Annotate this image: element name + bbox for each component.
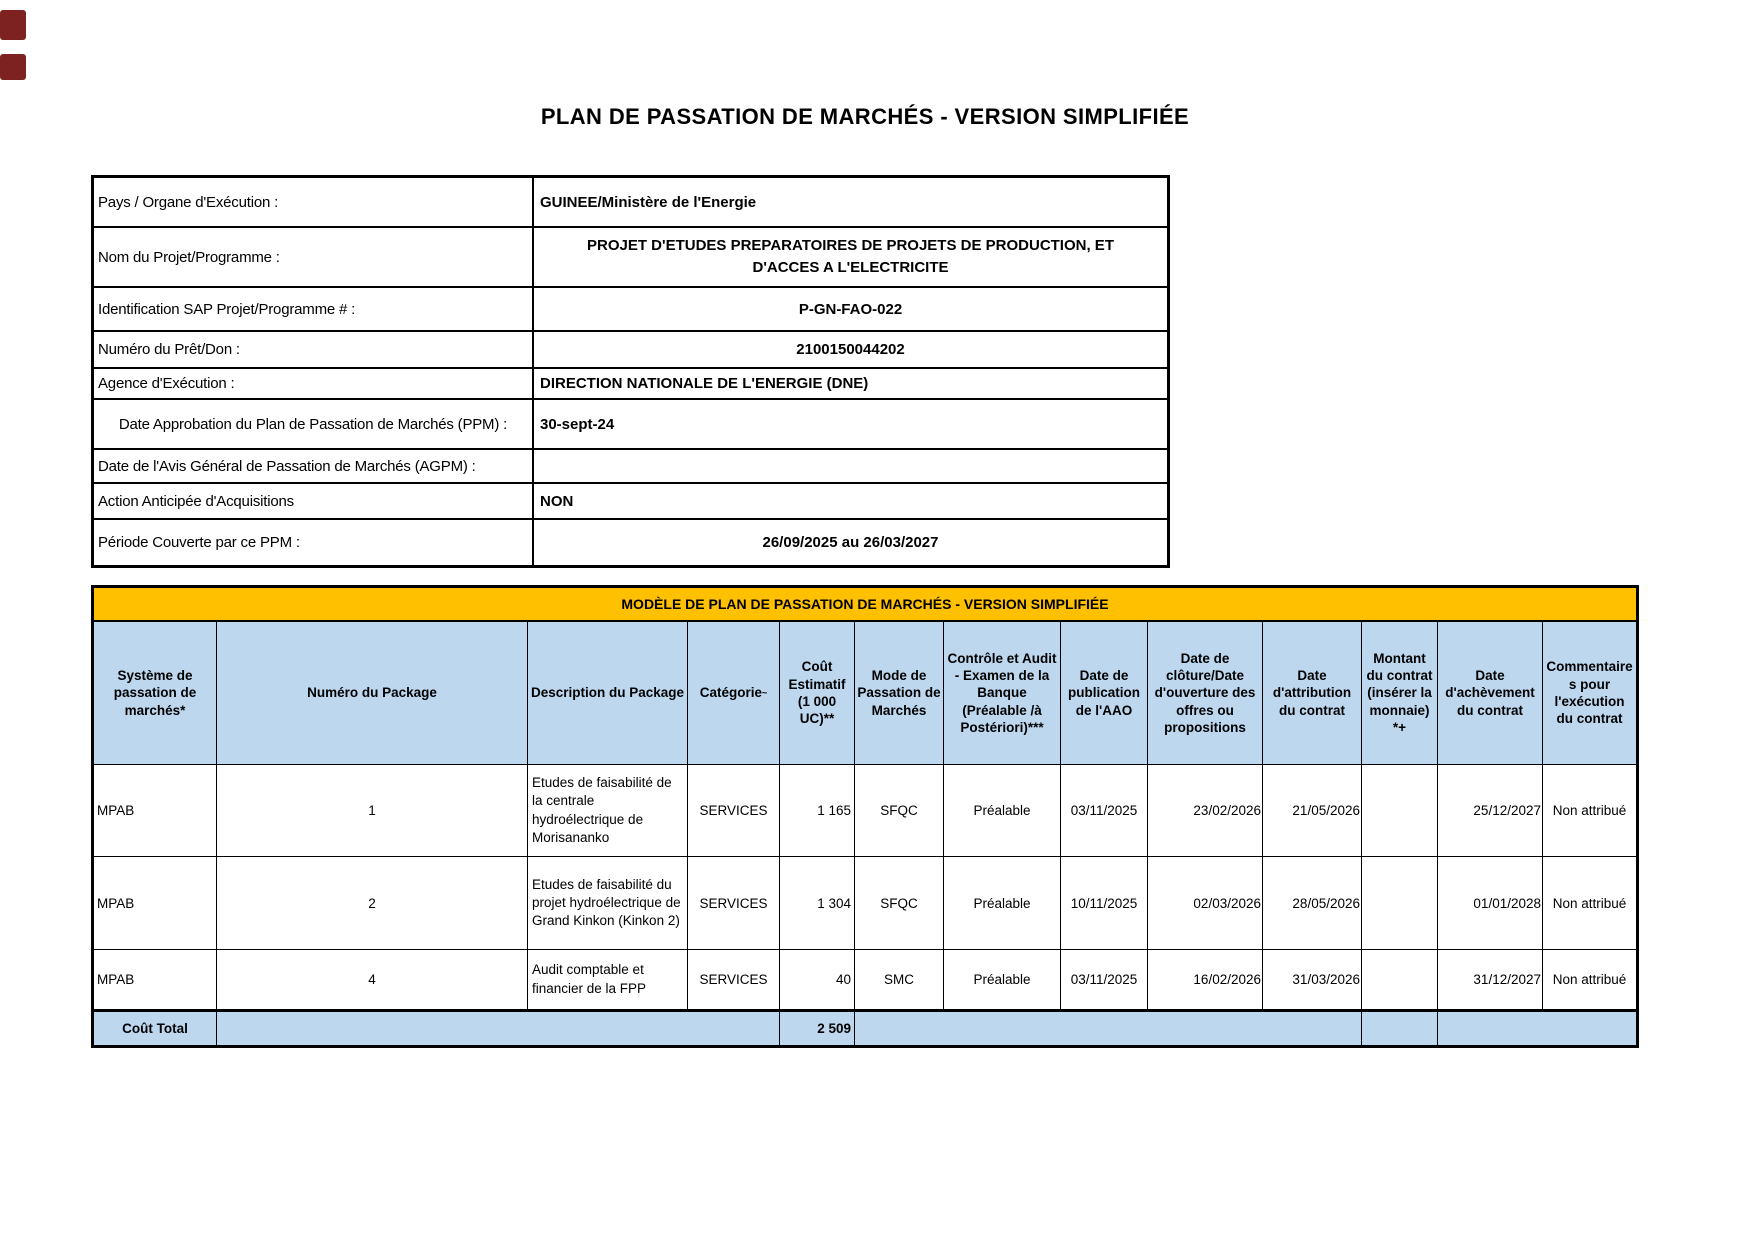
cell-achevement: 25/12/2027 [1438, 765, 1543, 856]
cell-attribution: 31/03/2026 [1263, 950, 1362, 1009]
info-value: GUINEE/Ministère de l'Energie [540, 193, 757, 211]
table-row [94, 765, 1636, 857]
cell-montant [1362, 765, 1438, 856]
left-edge-mark-1 [0, 10, 26, 40]
info-value-line: D'ACCES A L'ELECTRICITE [752, 259, 949, 276]
cell-controle: Préalable [944, 765, 1061, 856]
cell-description: Etudes de faisabilité du projet hydroélectrique de Grand Kinkon (Kinkon 2) [528, 857, 688, 949]
total-blank-span [1438, 1012, 1636, 1045]
col-header-systeme: Système de passation de marchés* [94, 622, 217, 764]
info-row-numero-pret [94, 332, 1167, 369]
info-value [534, 450, 1167, 482]
cell-numero: 4 [217, 950, 528, 1009]
cell-systeme: MPAB [94, 857, 217, 949]
info-value: 30-sept-24 [540, 415, 615, 433]
info-value: 2100150044202 [796, 341, 905, 358]
info-label: Action Anticipée d'Acquisitions [94, 484, 534, 518]
cell-numero: 1 [217, 765, 528, 856]
total-blank-span [855, 1012, 1362, 1045]
col-header-commentaires: Commentaires pour l'exécution du contrat [1546, 659, 1633, 727]
cell-cloture: 16/02/2026 [1148, 950, 1263, 1009]
cell-mode: SMC [855, 950, 944, 1009]
info-value: DIRECTION NATIONALE DE L'ENERGIE (DNE) [540, 375, 869, 392]
cell-categorie: SERVICES [688, 857, 780, 949]
info-row-action-anticipee [94, 484, 1167, 520]
col-header-controle: Contrôle et Audit - Examen de la Banque (Préalable /à Postériori)*** [944, 622, 1061, 764]
info-label: Période Couverte par ce PPM : [94, 520, 534, 565]
col-header-mode: Mode de Passation de Marchés [855, 622, 944, 764]
info-label: Numéro du Prêt/Don : [94, 332, 534, 367]
table-banner: MODÈLE DE PLAN DE PASSATION DE MARCHÉS - VERSION SIMPLIFIÉE [94, 588, 1636, 622]
page-title: PLAN DE PASSATION DE MARCHÉS - VERSION SIMPLIFIÉE [540, 104, 1190, 129]
cell-categorie: SERVICES [688, 950, 780, 1009]
cell-controle: Préalable [944, 950, 1061, 1009]
col-header-achevement: Date d'achèvement du contrat [1438, 622, 1543, 764]
cell-cloture: 23/02/2026 [1148, 765, 1263, 856]
cell-commentaires: Non attribué [1552, 803, 1627, 818]
col-header-numero: Numéro du Package [217, 622, 528, 764]
cell-montant [1362, 857, 1438, 949]
cell-cout: 1 304 [780, 857, 855, 949]
cell-description: Audit comptable et financier de la FPP [528, 950, 688, 1009]
cell-publication: 03/11/2025 [1061, 950, 1148, 1009]
col-header-categorie: Catégorie ~ [688, 622, 780, 764]
cell-categorie: SERVICES [688, 765, 780, 856]
info-row-identification-sap [94, 288, 1167, 332]
cell-attribution: 28/05/2026 [1263, 857, 1362, 949]
total-cost-value: 2 509 [780, 1012, 855, 1045]
info-row-date-approbation-ppm [94, 400, 1167, 450]
cell-numero: 2 [217, 857, 528, 949]
procurement-plan-table [91, 585, 1639, 1048]
cell-publication: 03/11/2025 [1061, 765, 1148, 856]
info-value: NON [540, 492, 574, 510]
table-total-row [94, 1010, 1636, 1045]
info-value [534, 228, 1167, 286]
project-info-table [91, 175, 1170, 568]
cell-achevement: 31/12/2027 [1438, 950, 1543, 1009]
info-value: 26/09/2025 au 26/03/2027 [762, 534, 939, 551]
info-value: P-GN-FAO-022 [798, 300, 903, 318]
col-header-publication: Date de publication de l'AAO [1061, 622, 1148, 764]
cell-mode: SFQC [855, 857, 944, 949]
table-row [94, 857, 1636, 950]
info-value-line: PROJET D'ETUDES PREPARATOIRES DE PROJETS DE PRODUCTION, ET [587, 236, 1114, 254]
col-header-cout: Coût Estimatif (1 000 UC)** [780, 622, 855, 764]
info-label: Date Approbation du Plan de Passation de Marchés (PPM) : [94, 400, 534, 448]
cell-commentaires: Non attribué [1552, 972, 1627, 987]
cell-mode: SFQC [855, 765, 944, 856]
info-row-date-agpm [94, 450, 1167, 484]
col-header-description: Description du Package [528, 622, 688, 764]
total-blank-span [217, 1012, 780, 1045]
col-header-montant: Montant du contrat (insérer la monnaie) *+ [1362, 622, 1438, 764]
info-row-periode-couverte [94, 520, 1167, 565]
total-label: Coût Total [94, 1012, 217, 1045]
table-header-row [94, 622, 1636, 765]
cell-montant [1362, 950, 1438, 1009]
cell-description: Etudes de faisabilité de la centrale hydroélectrique de Morisananko [528, 765, 688, 856]
cell-cloture: 02/03/2026 [1148, 857, 1263, 949]
cell-systeme: MPAB [94, 950, 217, 1009]
info-row-nom-projet [94, 228, 1167, 288]
info-label: Identification SAP Projet/Programme # : [94, 288, 534, 330]
info-label: Nom du Projet/Programme : [94, 228, 534, 286]
cell-publication: 10/11/2025 [1061, 857, 1148, 949]
cell-cout: 40 [780, 950, 855, 1009]
cell-commentaires: Non attribué [1552, 895, 1627, 911]
cell-systeme: MPAB [94, 765, 217, 856]
col-header-attribution: Date d'attribution du contrat [1263, 622, 1362, 764]
cell-attribution: 21/05/2026 [1263, 765, 1362, 856]
col-header-cloture: Date de clôture/Date d'ouverture des offres ou propositions [1148, 622, 1263, 764]
cell-achevement: 01/01/2028 [1438, 857, 1543, 949]
info-label: Pays / Organe d'Exécution : [94, 178, 534, 226]
left-edge-mark-2 [0, 54, 26, 80]
info-row-pays [94, 178, 1167, 228]
cell-cout: 1 165 [780, 765, 855, 856]
total-blank-montant [1362, 1012, 1438, 1045]
table-row [94, 950, 1636, 1010]
cell-controle: Préalable [944, 857, 1061, 949]
info-label: Agence d'Exécution : [94, 369, 534, 398]
info-label: Date de l'Avis Général de Passation de Marchés (AGPM) : [94, 450, 534, 482]
info-row-agence-execution [94, 369, 1167, 400]
col-header-categorie-text: Catégorie [699, 685, 762, 701]
